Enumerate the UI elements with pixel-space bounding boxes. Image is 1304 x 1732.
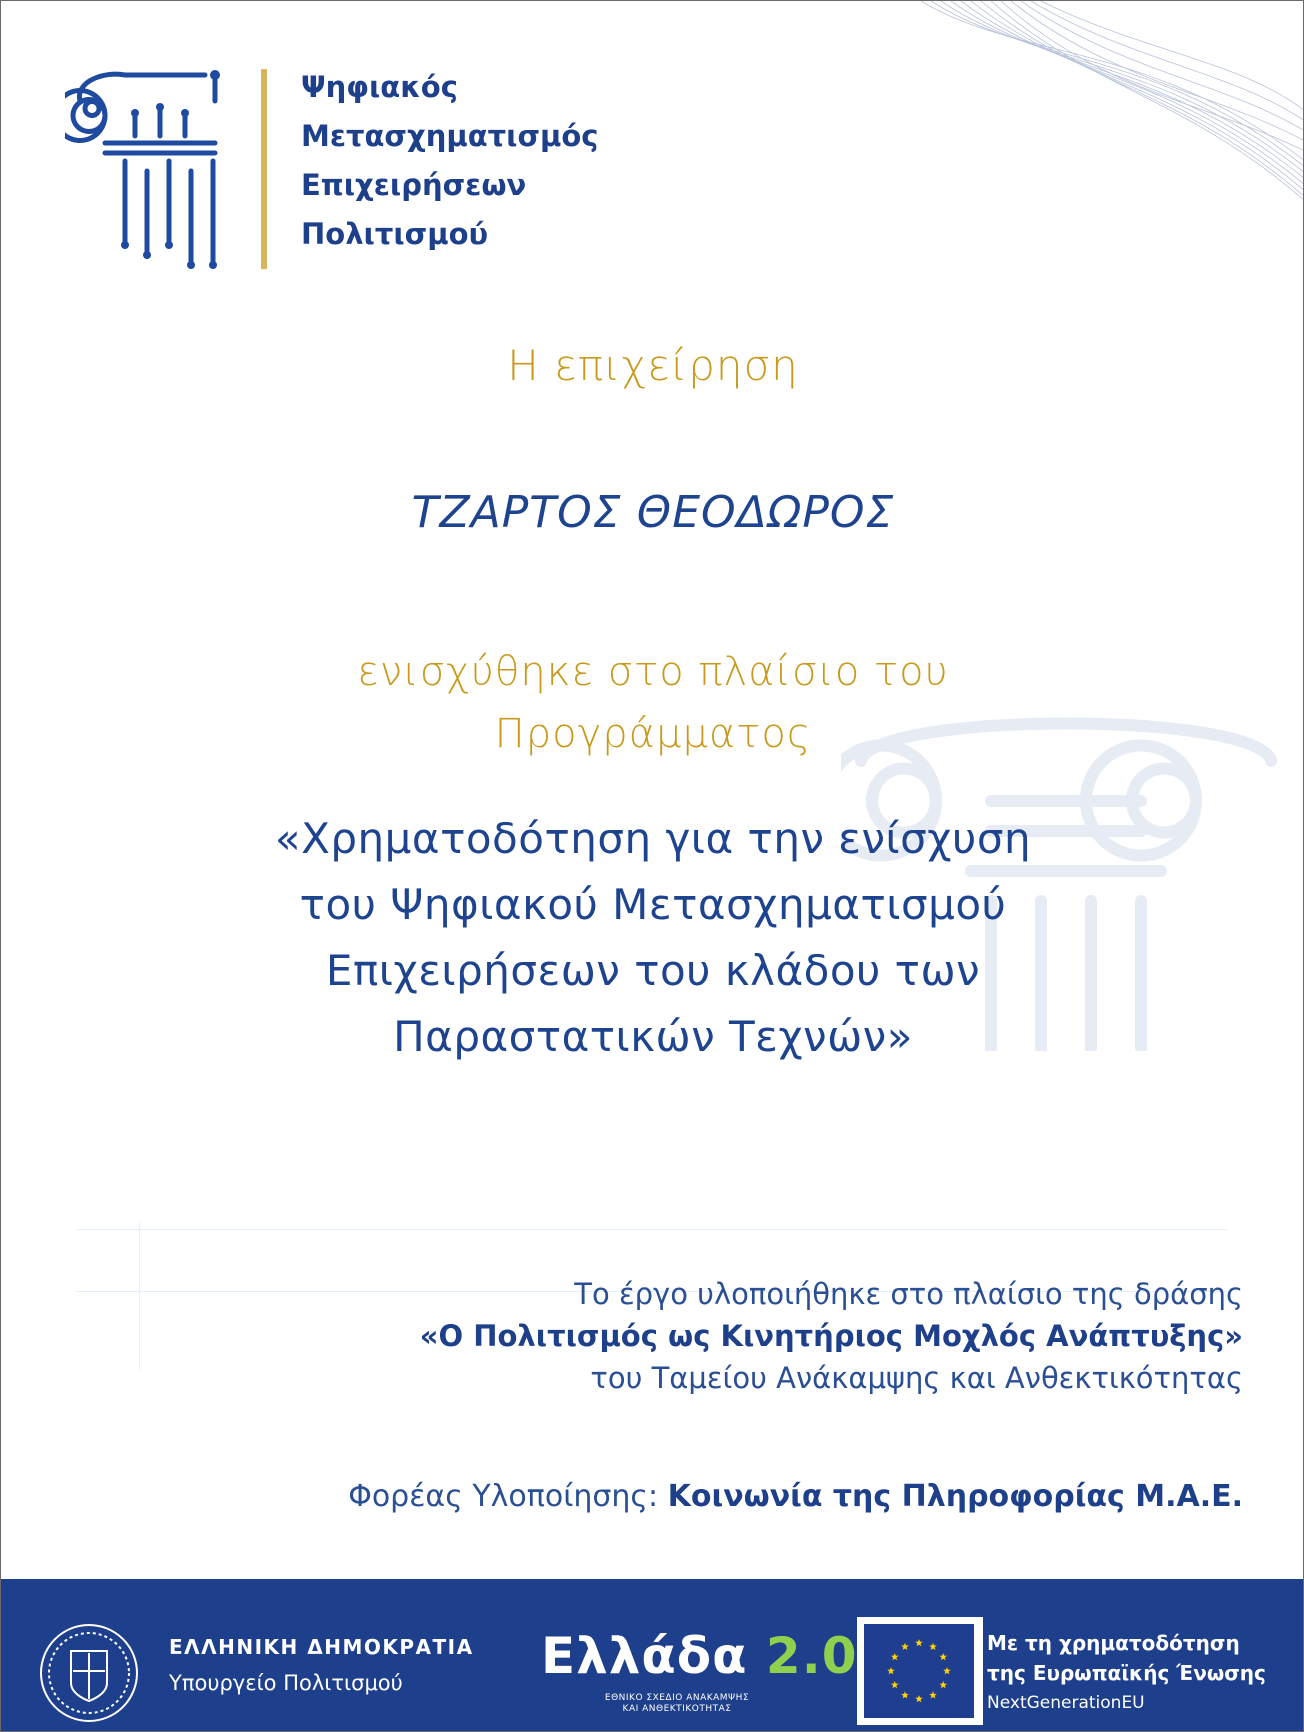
program-line: του Ψηφιακού Μετασχηματισμού [299,880,1007,929]
implementing-body [63,1479,1243,1514]
eu-funding-line: Με τη χρηματοδότηση [987,1631,1240,1655]
program-line: Επιχειρήσεων του κλάδου των [325,946,981,995]
eu-flag-icon [864,1624,974,1718]
next-generation-eu-label: NextGenerationEU [987,1693,1145,1713]
recovery-plan-line: ΚΑΙ ΑΝΘΕΚΤΙΚΟΤΗΤΑΣ [622,1704,732,1714]
supported-line: Προγράμματος [494,711,812,757]
logo-title-line: Μετασχηματισμός [301,119,599,153]
eu-funding-line: της Ευρωπαϊκής Ένωσης [987,1661,1266,1685]
recovery-plan-label [577,1693,777,1715]
intro-text: Η επιχείρηση [507,341,799,390]
implementing-value: Κοινωνία της Πληροφορίας Μ.Α.Ε. [667,1479,1243,1514]
supported-text [1,641,1304,765]
funding-line: Το έργο υλοποιήθηκε στο πλαίσιο της δράσης [574,1277,1243,1311]
hellenic-republic-label: ΕΛΛΗΝΙΚΗ ΔΗΜΟΚΡΑΤΙΑ [169,1635,474,1659]
ellada-word: Ελλάδα [541,1627,748,1685]
greek-republic-seal-icon [37,1621,141,1725]
logo-title-line: Πολιτισμού [301,217,489,251]
footer-bar [1,1579,1304,1732]
ellada-version: 2.0 [765,1627,858,1685]
divider-line [77,1229,1227,1230]
recovery-plan-line: ΕΘΝΙΚΟ ΣΧΕΔΙΟ ΑΝΑΚΑΜΨΗΣ [604,1693,750,1703]
program-line: Παραστατικών Τεχνών» [393,1012,913,1061]
eu-divider [981,1617,983,1725]
supported-line: ενισχύθηκε στο πλαίσιο του [357,649,949,695]
column-logo-icon [65,61,245,276]
program-title [1,806,1304,1070]
logo-title-line: Ψηφιακός [301,70,458,104]
program-line: «Χρηματοδότηση για την ενίσχυση [274,814,1032,863]
logo-title [301,63,721,259]
implementing-label: Φορέας Υλοποίησης: [348,1479,659,1514]
company-name: ΤΖΑΡΤΟΣ ΘΕΟΔΩΡΟΣ [411,487,895,538]
decorative-waves [901,1,1304,201]
funding-statement [83,1273,1243,1399]
logo-divider [261,69,267,269]
logo-title-line: Επιχειρήσεων [301,168,527,202]
greece-2-0-logo [541,1627,858,1685]
funding-line: του Ταμείου Ανάκαμψης και Ανθεκτικότητας [590,1361,1243,1395]
action-name: «Ο Πολιτισμός ως Κινητήριος Μοχλός Ανάπτυξης» [419,1319,1243,1353]
ministry-label: Υπουργείο Πολιτισμού [169,1671,403,1695]
